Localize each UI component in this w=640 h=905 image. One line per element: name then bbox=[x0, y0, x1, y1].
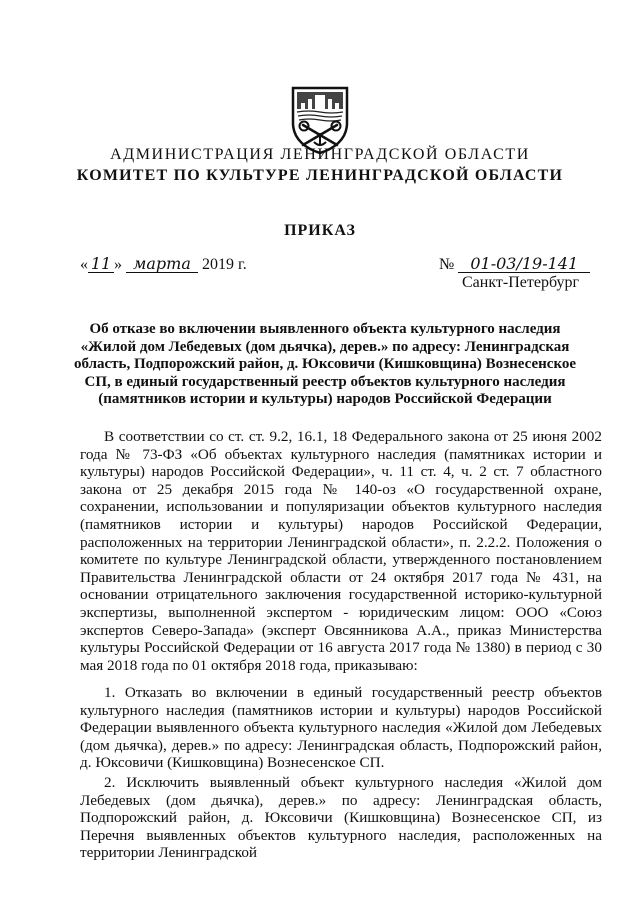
order-item-1 bbox=[80, 684, 602, 772]
city: Санкт-Петербург bbox=[462, 274, 580, 291]
order-item-1-text: 1. Отказать во включении в единый государственный реестр объектов культурного наследия (памятников истории и культуры) народов Российской Федерации выявленного объекта культурного наследия «Жилой дом Лебедевых (дом дьячка), дерев.» по адресу: Ленинградская область, Подпорожский район, д. Юксовичи (Кишковщина) Вознесенское СП. bbox=[80, 684, 602, 772]
coat-of-arms-icon bbox=[289, 85, 351, 155]
order-item-2 bbox=[80, 774, 602, 862]
document-type-title: ПРИКАЗ bbox=[284, 222, 356, 239]
order-item-2-text: 2. Исключить выявленный объект культурного наследия «Жилой дом Лебедевых (дом дьячка), дерев.» по адресу: Ленинградская область, Подпорожский район, д. Юксовичи (Кишковщина) Вознесенское СП, из Перечня выявленных объектов культурного наследия, расположенных на территории Ленинградской bbox=[80, 774, 602, 862]
date-day: 11 bbox=[88, 256, 114, 273]
preamble-paragraph bbox=[80, 428, 602, 674]
date-close-quote: » bbox=[114, 256, 122, 273]
number-prefix: № bbox=[439, 256, 455, 273]
order-number bbox=[439, 256, 590, 274]
order-heading: Об отказе во включении выявленного объекта культурного наследия «Жилой дом Лебедевых (дом дьячка), дерев.» по адресу: Ленинградская область, Подпорожский район, д. Юксовичи (Кишковщина) Вознесенское СП, в единый государственный реестр объектов культурного наследия (памятников истории и культуры) народов Российской Федерации bbox=[73, 321, 577, 408]
date-open-quote: « bbox=[80, 256, 88, 273]
preamble-text: В соответствии со ст. ст. 9.2, 16.1, 18 Федерального закона от 25 июня 2002 года № 73-ФЗ «Об объектах культурного наследия (памятниках истории и культуры) народов Российской Федерации», ч. 11 ст. 4, ч. 2 ст. 7 областного закона от 25 декабря 2015 года № 140-оз «О государственной охране, сохранении, использовании и популяризации объектов культурного наследия (памятников истории и культуры) народов Российской Федерации, расположенных на территории Ленинградской области», п. 2.2.2. Положения о комитете по культуре Ленинградской области, утвержденного постановлением Правительства Ленинградской области от 24 октября 2017 года № 431, на основании отрицательного заключения государственной историко-культурной экспертизы, выполненной экспертом - юридическим лицом: ООО «Союз экспертов Северо-Запада» (эксперт Овсянникова А.А., приказ Министерства культуры Российской Федерации от 16 августа 2017 года № 1380) в период с 30 мая 2018 года по 01 октября 2018 года, приказываю: bbox=[80, 428, 602, 674]
organization-name: АДМИНИСТРАЦИЯ ЛЕНИНГРАДСКОЙ ОБЛАСТИ bbox=[110, 146, 530, 163]
date-year: 2019 г. bbox=[202, 256, 247, 273]
number-value: 01-03/19-141 bbox=[458, 256, 590, 273]
committee-name: КОМИТЕТ ПО КУЛЬТУРЕ ЛЕНИНГРАДСКОЙ ОБЛАСТИ bbox=[76, 167, 564, 184]
date-month: марта bbox=[126, 256, 198, 273]
order-date bbox=[80, 256, 247, 274]
